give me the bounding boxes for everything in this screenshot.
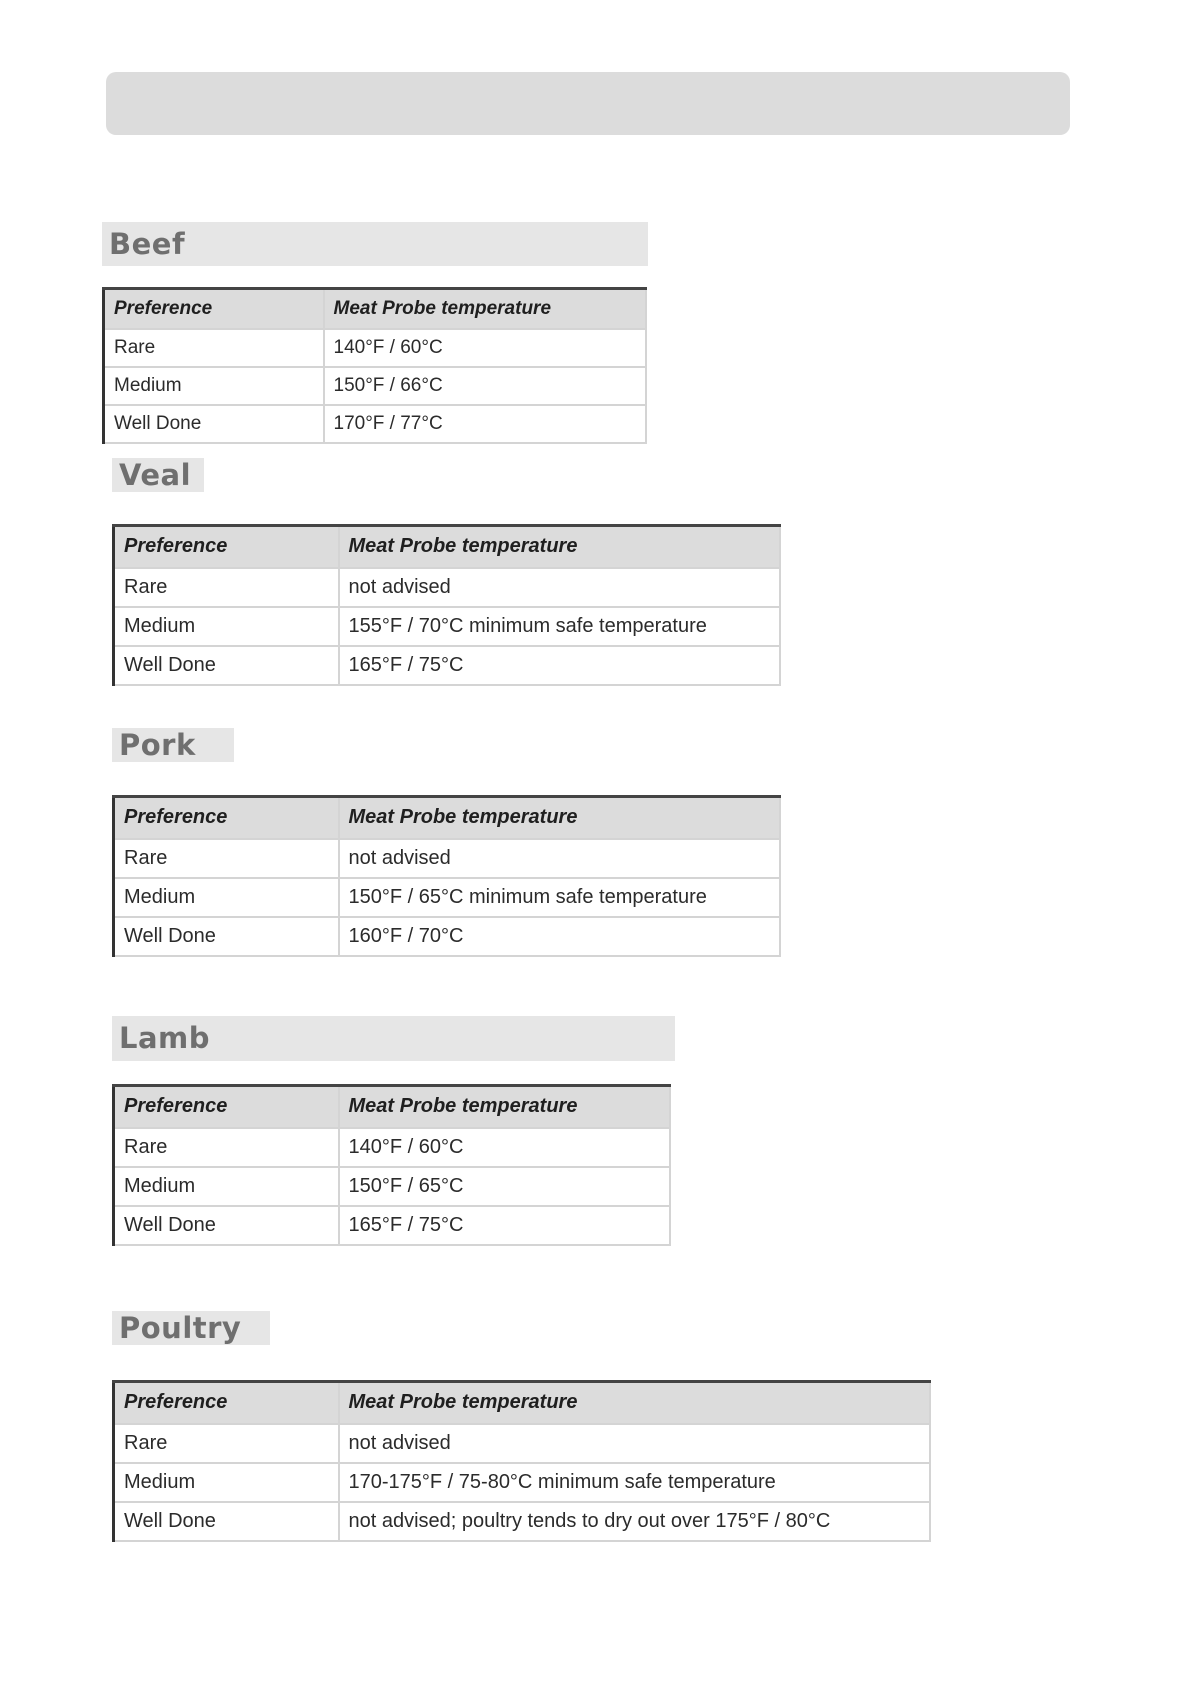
- table-row: [114, 917, 780, 956]
- column-header-temperature: Meat Probe temperature: [339, 797, 780, 839]
- section-title-beef: Beef: [102, 222, 648, 266]
- table-row: [114, 1463, 930, 1502]
- column-header-temperature: Meat Probe temperature: [339, 526, 780, 568]
- column-header-preference: Preference: [104, 289, 324, 329]
- temperature-cell: 165°F / 75°C: [339, 646, 780, 685]
- preference-cell: Rare: [114, 1128, 339, 1167]
- temperature-cell: not advised: [339, 1424, 930, 1463]
- column-header-temperature: Meat Probe temperature: [324, 289, 646, 329]
- table-row: [114, 1128, 670, 1167]
- column-header-temperature: Meat Probe temperature: [339, 1382, 930, 1424]
- section-title-veal: Veal: [112, 458, 204, 492]
- table-row: [114, 646, 780, 685]
- table-row: [114, 878, 780, 917]
- table-row: [104, 367, 646, 405]
- temperature-cell: not advised: [339, 839, 780, 878]
- preference-cell: Well Done: [114, 1206, 339, 1245]
- temperature-cell: not advised; poultry tends to dry out over 175°F / 80°C: [339, 1502, 930, 1541]
- veal-temperature-table: [112, 524, 781, 686]
- table-header-row: [114, 526, 780, 568]
- temperature-cell: 170-175°F / 75-80°C minimum safe temperature: [339, 1463, 930, 1502]
- table-row: [114, 1424, 930, 1463]
- table-row: [104, 329, 646, 367]
- table-row: [104, 405, 646, 443]
- section-title-lamb: Lamb: [112, 1016, 675, 1061]
- column-header-preference: Preference: [114, 1086, 339, 1128]
- table-header-row: [104, 289, 646, 329]
- temperature-cell: 140°F / 60°C: [339, 1128, 670, 1167]
- temperature-cell: 160°F / 70°C: [339, 917, 780, 956]
- temperature-cell: 165°F / 75°C: [339, 1206, 670, 1245]
- preference-cell: Medium: [114, 1463, 339, 1502]
- header-bar: [106, 72, 1070, 135]
- preference-cell: Well Done: [114, 646, 339, 685]
- preference-cell: Rare: [114, 568, 339, 607]
- section-title-poultry: Poultry: [112, 1311, 270, 1345]
- table-header-row: [114, 1382, 930, 1424]
- column-header-preference: Preference: [114, 797, 339, 839]
- column-header-preference: Preference: [114, 1382, 339, 1424]
- preference-cell: Medium: [114, 1167, 339, 1206]
- preference-cell: Well Done: [114, 1502, 339, 1541]
- preference-cell: Well Done: [114, 917, 339, 956]
- table-row: [114, 568, 780, 607]
- preference-cell: Well Done: [104, 405, 324, 443]
- column-header-preference: Preference: [114, 526, 339, 568]
- preference-cell: Medium: [114, 607, 339, 646]
- temperature-cell: 150°F / 65°C minimum safe temperature: [339, 878, 780, 917]
- preference-cell: Rare: [114, 1424, 339, 1463]
- table-row: [114, 1167, 670, 1206]
- table-header-row: [114, 1086, 670, 1128]
- table-row: [114, 1502, 930, 1541]
- table-row: [114, 607, 780, 646]
- preference-cell: Medium: [104, 367, 324, 405]
- pork-temperature-table: [112, 795, 781, 957]
- temperature-cell: 150°F / 65°C: [339, 1167, 670, 1206]
- temperature-cell: 155°F / 70°C minimum safe temperature: [339, 607, 780, 646]
- table-row: [114, 1206, 670, 1245]
- section-title-pork: Pork: [112, 728, 234, 762]
- column-header-temperature: Meat Probe temperature: [339, 1086, 670, 1128]
- poultry-temperature-table: [112, 1380, 931, 1542]
- table-header-row: [114, 797, 780, 839]
- temperature-cell: 140°F / 60°C: [324, 329, 646, 367]
- table-row: [114, 839, 780, 878]
- temperature-cell: not advised: [339, 568, 780, 607]
- preference-cell: Rare: [114, 839, 339, 878]
- temperature-cell: 150°F / 66°C: [324, 367, 646, 405]
- temperature-cell: 170°F / 77°C: [324, 405, 646, 443]
- beef-temperature-table: [102, 287, 647, 444]
- preference-cell: Medium: [114, 878, 339, 917]
- preference-cell: Rare: [104, 329, 324, 367]
- lamb-temperature-table: [112, 1084, 671, 1246]
